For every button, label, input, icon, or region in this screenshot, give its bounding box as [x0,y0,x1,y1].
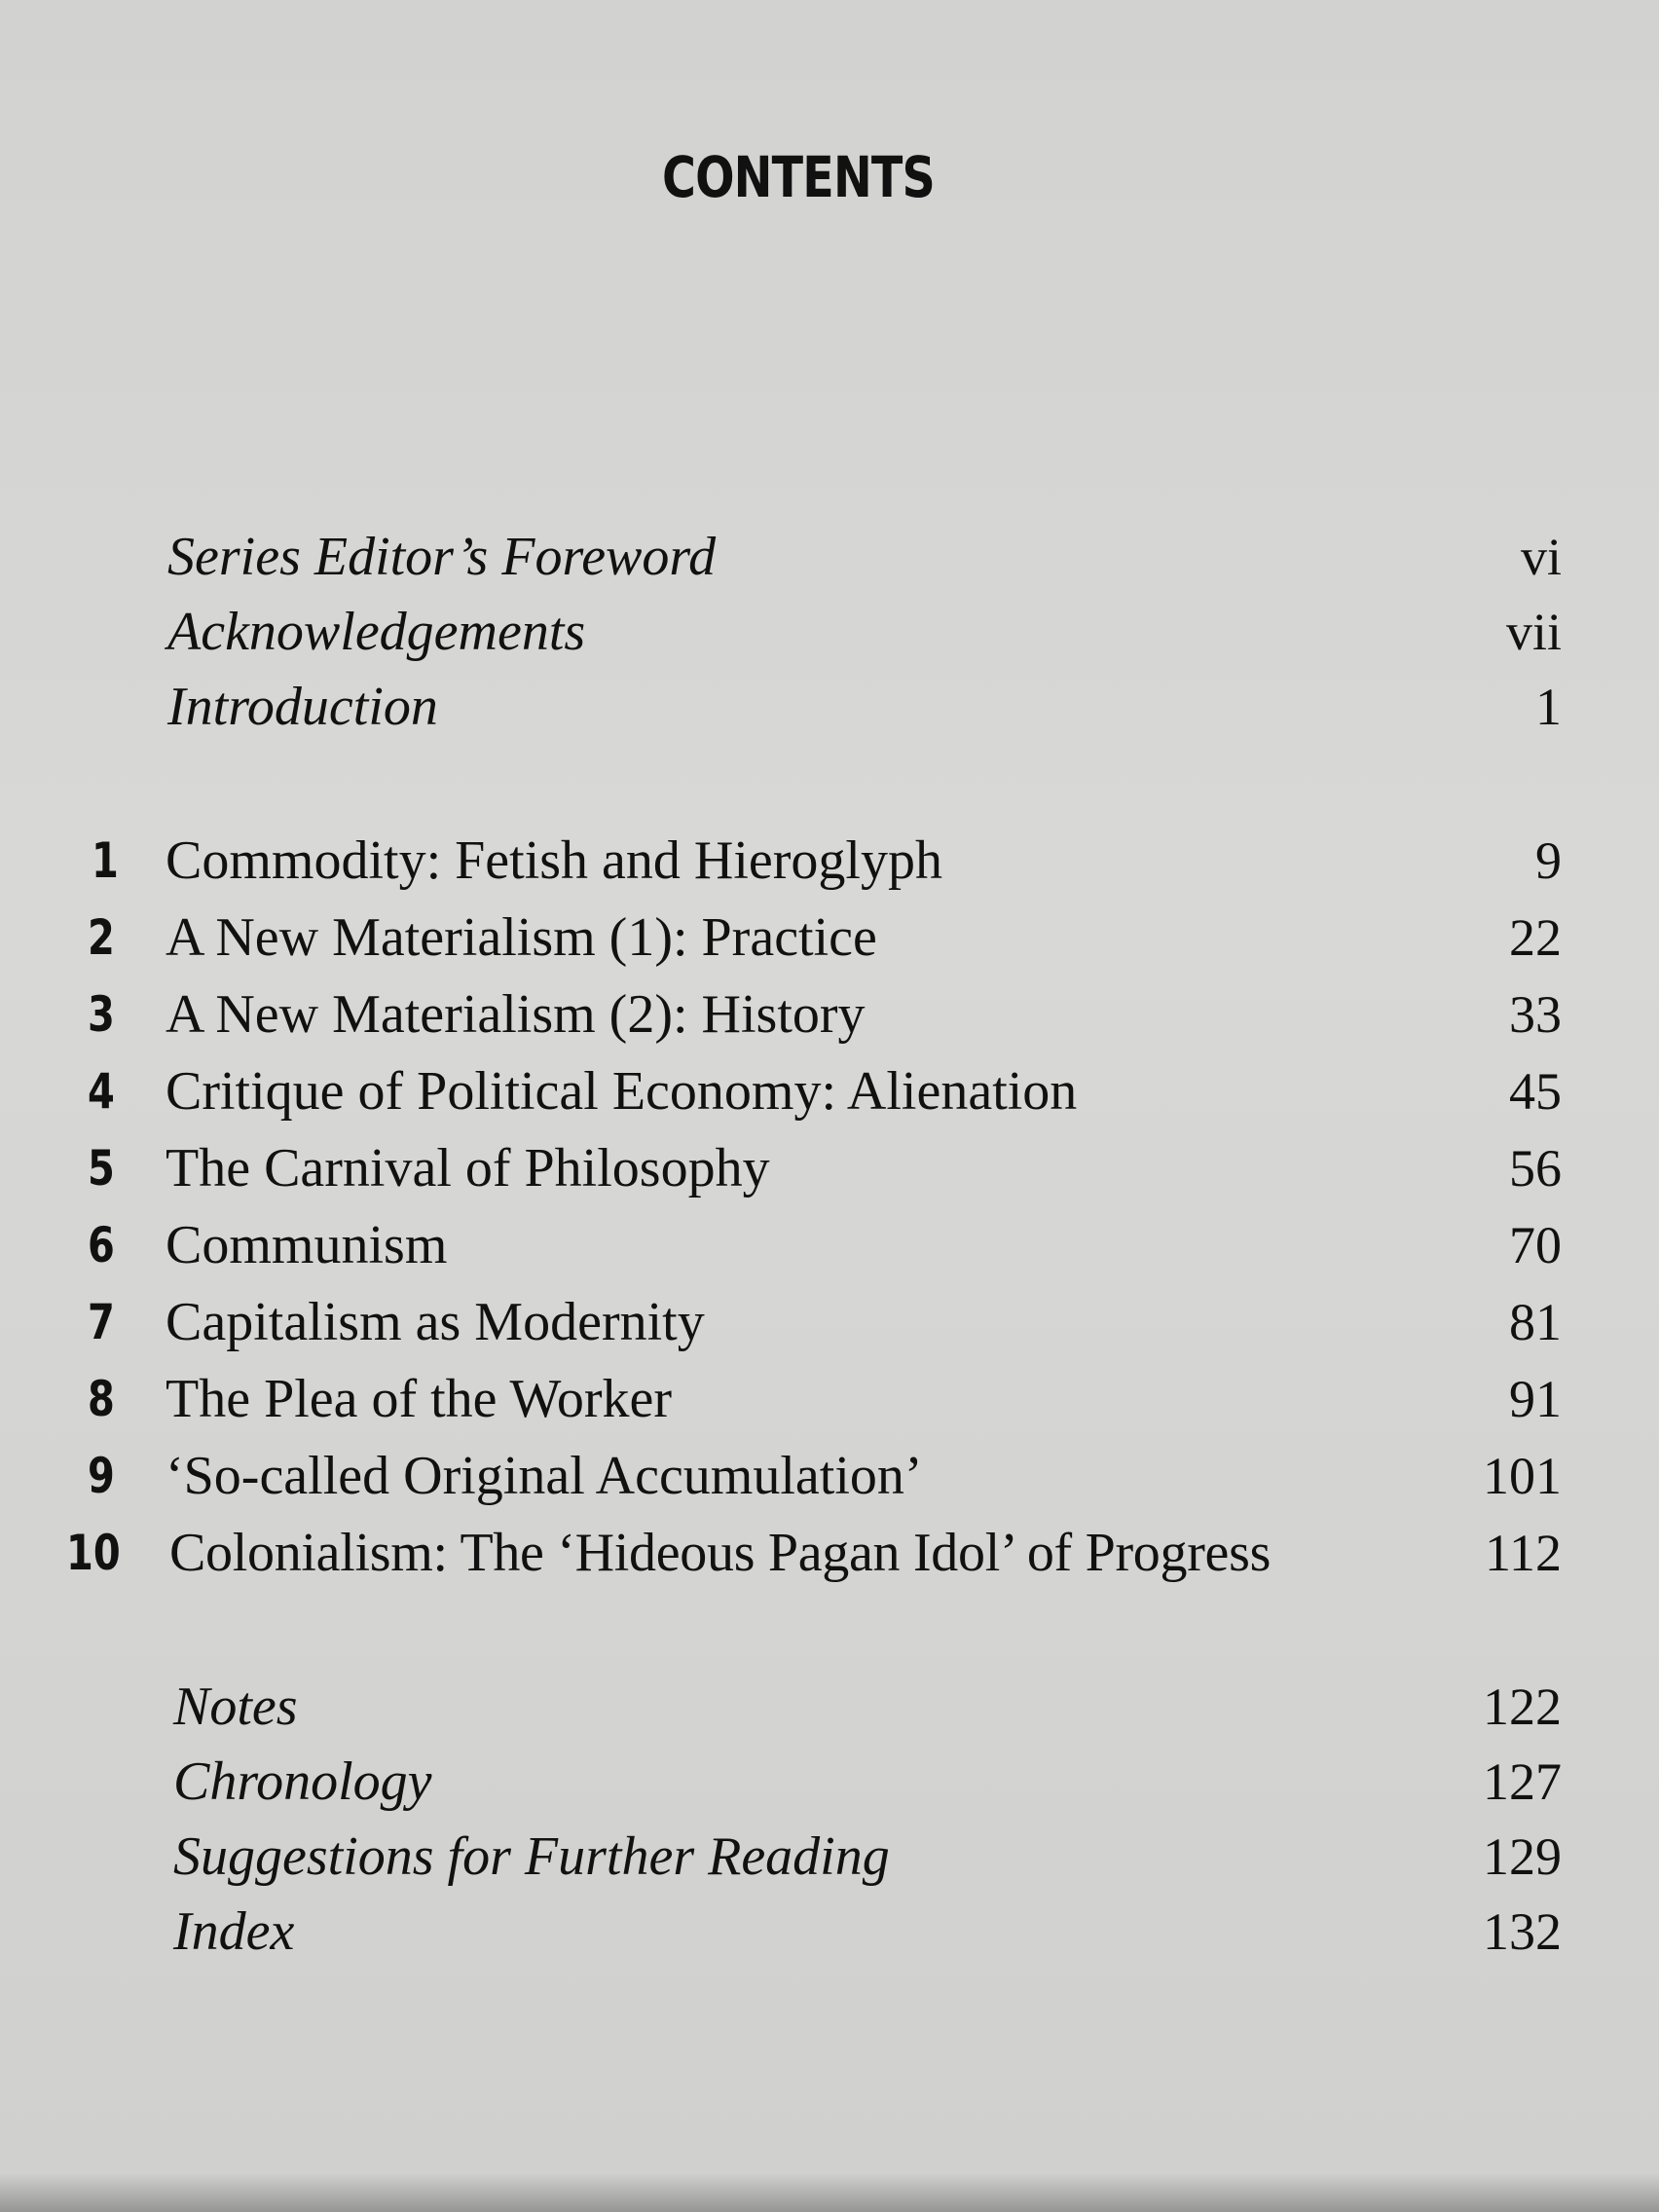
entry-page: 132 [1483,1902,1562,1961]
chapter-title: Critique of Political Economy: Alienation [166,1061,1078,1122]
toc-entry-chapter [0,1365,1659,1433]
chapter-page: 91 [1509,1370,1562,1428]
chapter-title: Commodity: Fetish and Hieroglyph [166,830,942,891]
toc-entry-back-matter [0,1823,1659,1891]
toc-entry-chapter [0,1288,1659,1356]
chapter-page: 101 [1483,1447,1562,1505]
toc-entry-front-matter [0,598,1659,666]
chapter-number: 1 [92,832,119,889]
chapter-page: 70 [1509,1216,1562,1274]
chapter-page: 45 [1509,1062,1562,1121]
chapter-number: 2 [88,909,115,966]
entry-page: 1 [1535,678,1562,736]
chapter-number: 5 [88,1140,115,1197]
toc-entry-back-matter [0,1748,1659,1816]
entry-page: 129 [1483,1827,1562,1886]
chapter-page: 112 [1485,1524,1562,1582]
toc-entry-chapter [0,1519,1659,1587]
toc-entry-front-matter [0,673,1659,741]
toc-entry-chapter [0,1211,1659,1279]
entry-page: vii [1505,603,1562,661]
toc-entry-back-matter [0,1673,1659,1741]
entry-title: Index [173,1901,295,1962]
chapter-number: 3 [88,986,115,1043]
page-bottom-shadow [0,2173,1659,2212]
chapter-title: A New Materialism (2): History [166,984,866,1045]
entry-page: 122 [1483,1677,1562,1736]
chapter-page: 9 [1535,831,1562,890]
chapter-number: 9 [88,1448,115,1504]
chapter-page: 22 [1509,908,1562,967]
toc-entry-chapter [0,1442,1659,1510]
toc-entry-chapter [0,1134,1659,1202]
chapter-title: A New Materialism (1): Practice [166,907,877,968]
chapter-number: 4 [88,1063,115,1120]
chapter-number: 10 [66,1525,121,1581]
toc-entry-chapter [0,903,1659,972]
chapter-page: 81 [1509,1293,1562,1351]
chapter-page: 56 [1509,1139,1562,1198]
chapter-number: 6 [88,1217,115,1273]
entry-title: Notes [173,1677,298,1737]
toc-entry-chapter [0,827,1659,895]
contents-heading: CONTENTS [661,144,936,210]
chapter-number: 7 [88,1294,115,1350]
chapter-page: 33 [1509,985,1562,1044]
toc-entry-front-matter [0,523,1659,591]
entry-page: 127 [1483,1752,1562,1811]
toc-entry-back-matter [0,1898,1659,1966]
entry-title: Acknowledgements [167,602,586,662]
chapter-title: Colonialism: The ‘Hideous Pagan Idol’ of Progress [169,1523,1272,1583]
entry-title: Suggestions for Further Reading [173,1826,890,1887]
entry-page: vi [1520,528,1562,586]
entry-title: Introduction [167,677,438,737]
chapter-title: The Plea of the Worker [166,1369,673,1429]
toc-entry-chapter [0,980,1659,1049]
chapter-title: ‘So-called Original Accumulation’ [166,1446,923,1506]
toc-entry-chapter [0,1057,1659,1125]
chapter-title: Capitalism as Modernity [166,1292,705,1352]
chapter-title: Communism [166,1215,448,1275]
entry-title: Series Editor’s Foreword [167,527,717,587]
chapter-title: The Carnival of Philosophy [166,1138,770,1198]
entry-title: Chronology [173,1751,432,1812]
chapter-number: 8 [88,1371,115,1427]
